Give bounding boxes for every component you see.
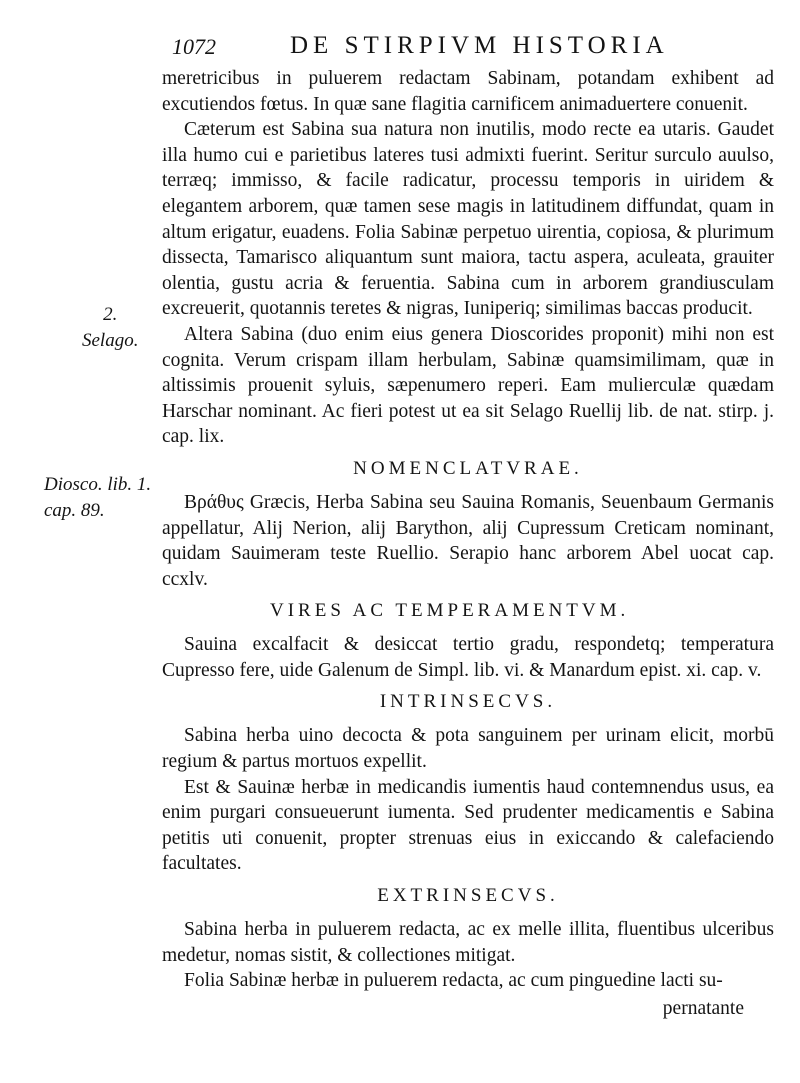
paragraph: Est & Sauinæ herbæ in medicandis iumentis haud contemnendus usus, ea enim purgari consueuerunt iumenta. Sed prudenter medicamentis e Sabina petitis uti conuenit, propter strenuas eius in exiccando & calefaciendo facultates. xyxy=(162,776,774,875)
margin-note-line: Diosco. lib. 1. xyxy=(44,474,152,495)
catchword: pernatante xyxy=(662,997,744,1019)
section-heading-nomenclature: NOMENCLATVRAE. xyxy=(353,457,583,479)
page-header xyxy=(172,32,772,62)
section-heading-intrinsecus: INTRINSECVS. xyxy=(379,691,557,713)
paragraph: Folia Sabinæ herbæ in puluerem redacta, ac cum pinguedine lacti su- xyxy=(184,970,723,992)
main-text xyxy=(162,66,774,1021)
paragraph: Sabina herba in puluerem redacta, ac ex melle illita, fluentibus ulceribus medetur, nomas sistit, & collectiones mitigat. xyxy=(162,919,774,966)
paragraph: Altera Sabina (duo enim eius genera Dioscorides proponit) mihi non est cognita. Verum crispam illam herbulam, Sabinæ quamsimilimam, quæ in altissimis prouenit syluis, sæpenumero reperi. Eam mulierculæ quædam Harschar nominant. Ac fieri potest ut ea sit Selago Ruellij lib. de nat. stirp. j. cap. lix. xyxy=(162,323,774,448)
paragraph: Sabina herba uino decocta & pota sanguinem per urinam elicit, morbū regium & partus mortuos expellit. xyxy=(162,725,774,773)
margin-note-line: Selago. xyxy=(82,330,139,351)
running-title: DE STIRPIVM HISTORIA xyxy=(290,32,669,59)
section-heading-extrinsecus: EXTRINSECVS. xyxy=(377,885,559,907)
margin-note-line: cap. 89. xyxy=(44,500,105,521)
paragraph: Cæterum est Sabina sua natura non inutilis, modo recte ea utaris. Gaudet illa humo cui e parietibus lateres tusi admixti fuerint. Seritur surculo auulso, terræq; immisso, & facile radicatur, processu temporis in uiridem & elegantem arborem, quæ tamen sese magis in latitudinem diffundat, quam in altum erigatur, euadens. Folia Sabinæ perpetuo uirentia, copiosa, & plurimum dissecta, Tamarisco aliquantum sunt maiora, tactu aspera, aculeata, grauiter olentia, gustu acria & feruentia. Sabina cum in arborem grandiusculam excreuerit, quotannis teretes & nigras, Iuniperiq; similimas baccas producit. xyxy=(162,119,774,320)
paragraph: meretricibus in puluerem redactam Sabinam, potandam exhibent ad excutiendos fœtus. In quæ sane flagitia carnificem animaduertere conuenit. xyxy=(162,68,774,115)
paragraph: Sauina excalfacit & desiccat tertio gradu, respondetq; temperatura Cupresso fere, uide Galenum de Simpl. lib. vi. & Manardum epist. xi. cap. v. xyxy=(162,634,774,681)
margin-note-line: 2. xyxy=(103,304,118,325)
margin-note-dioscorides xyxy=(44,472,151,524)
section-heading-vires: VIRES AC TEMPERAMENTVM. xyxy=(270,600,630,622)
paragraph: Βράθυς Græcis, Herba Sabina seu Sauina Romanis, Seuenbaum Germanis appellatur, Alij Nerion, alij Barython, alij Cupressum Creticam nominant, quidam Sauimeram teste Ruellio. Serapio hanc arborem Abel uocat cap. ccxlv. xyxy=(162,491,774,590)
page-number: 1072 xyxy=(172,34,216,59)
margin-note-selago xyxy=(82,302,138,354)
